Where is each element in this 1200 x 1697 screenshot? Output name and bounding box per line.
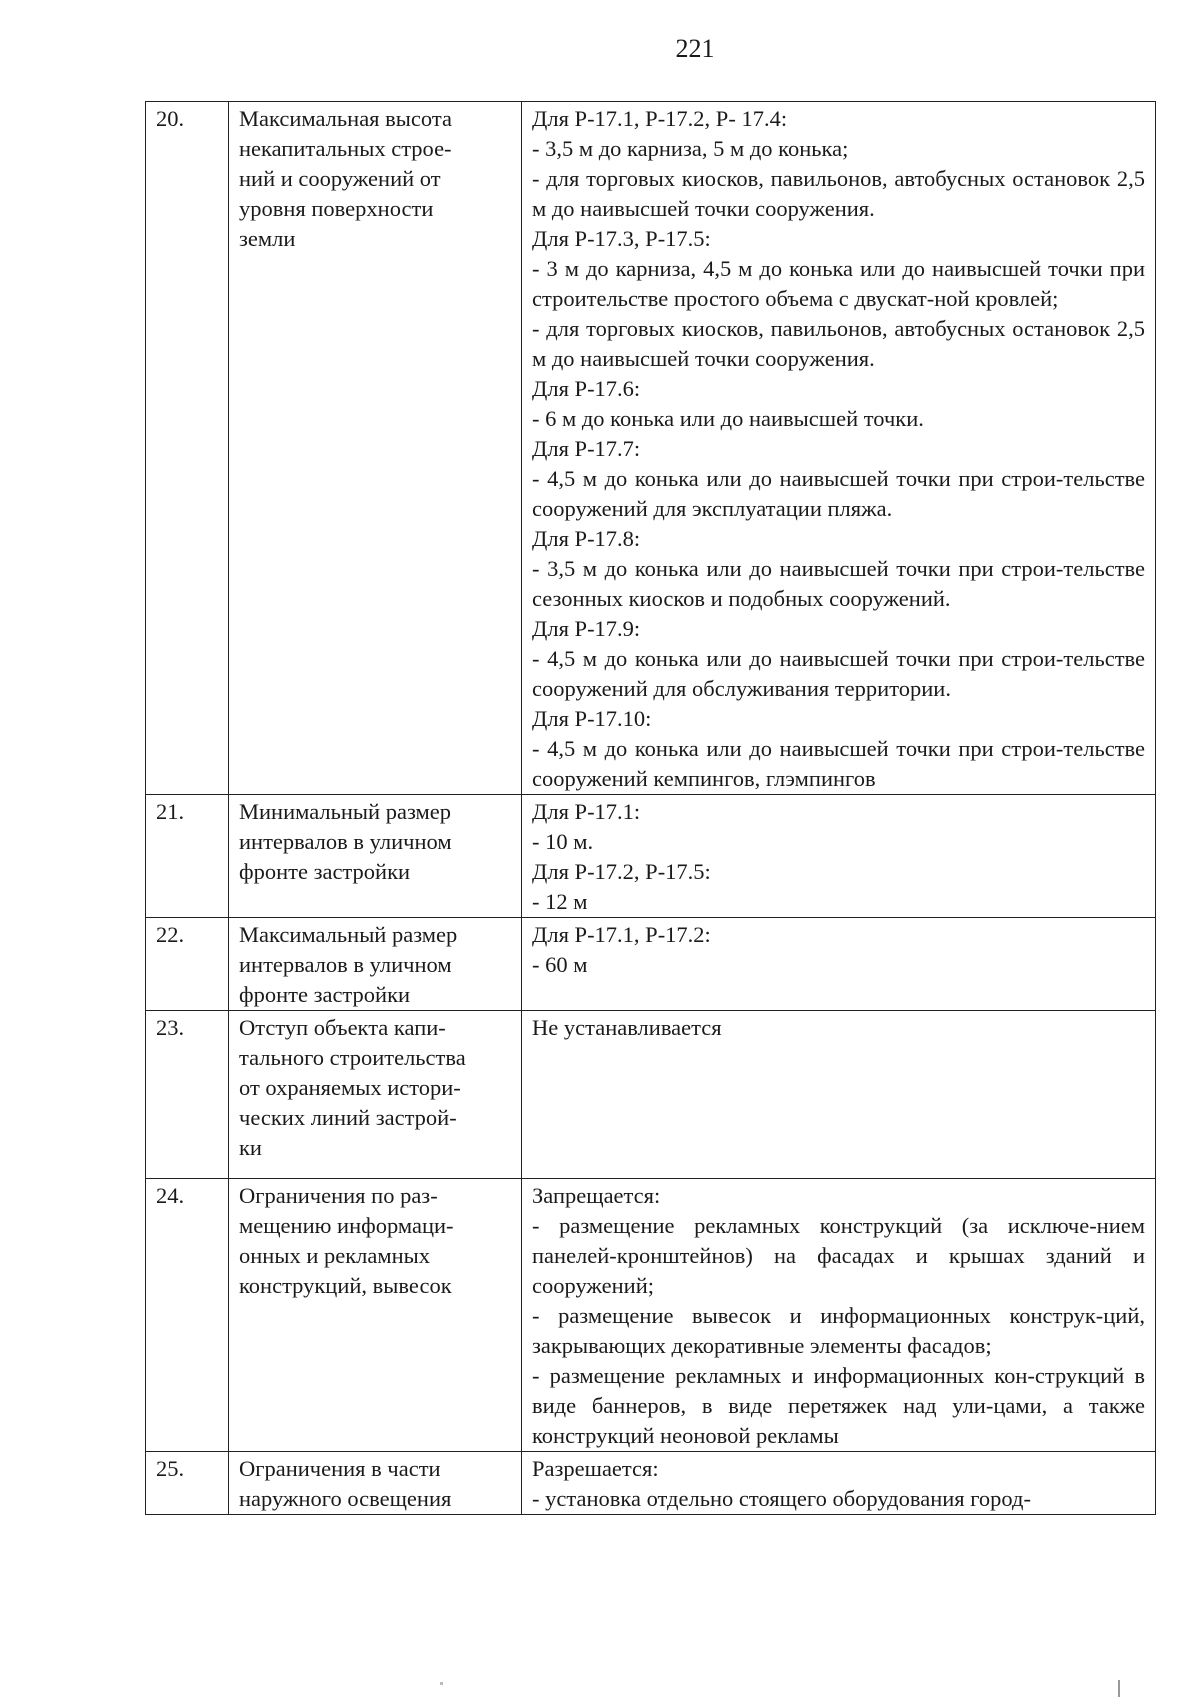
parameter-value-line: - 60 м [532,952,588,977]
parameter-value-line: - 12 м [532,889,588,914]
parameter-name-line: ний и сооружений от [239,166,441,191]
parameter-name-line: наружного освещения [239,1486,452,1511]
table-row [146,1452,1156,1515]
parameter-name-line: от охраняемых истори- [239,1075,461,1100]
parameter-name-line: интервалов в уличном [239,829,452,854]
table-row [146,102,1156,795]
parameter-value-line: Для Р-17.1: [532,799,641,824]
parameter-value [522,795,1156,918]
table-row [146,795,1156,918]
parameter-value [522,102,1156,795]
table-row [146,1011,1156,1179]
parameter-name-line: ческих линий застрой- [239,1105,457,1130]
parameter-value-line: - установка отдельно стоящего оборудования город- [532,1486,1031,1511]
parameter-name-line: земли [239,226,296,251]
row-number: 22. [146,918,229,1011]
parameter-value-line: Для Р-17.9: [532,616,641,641]
scan-speck [440,1682,443,1685]
parameter-value-line: Для Р-17.8: [532,526,641,551]
parameter-name-line: уровня поверхности [239,196,434,221]
parameter-value-line: - 4,5 м до конька или до наивысшей точки при строи-тельстве сооружений для обслуживания территории. [532,646,1145,701]
parameter-name-line: фронте застройки [239,859,411,884]
parameter-name-line: Ограничения по раз- [239,1183,438,1208]
parameter-value-line: - для торговых киосков, павильонов, автобусных остановок 2,5 м до наивысшей точки сооружения. [532,166,1145,221]
parameter-value-line: Разрешается: [532,1456,659,1481]
parameter-name [229,102,522,795]
parameter-name-line: Минимальный размер [239,799,451,824]
parameter-name-line: фронте застройки [239,982,411,1007]
parameter-name [229,918,522,1011]
table-row [146,1179,1156,1452]
parameter-value [522,1179,1156,1452]
parameter-value-line: Запрещается: [532,1183,661,1208]
parameter-name [229,1452,522,1515]
regulations-table [145,101,1156,1515]
row-number: 23. [146,1011,229,1179]
parameter-value-line: Для Р-17.10: [532,706,652,731]
table-row [146,918,1156,1011]
row-number: 24. [146,1179,229,1452]
parameter-value-line: - 3 м до карниза, 4,5 м до конька или до наивысшей точки при строительстве простого объема с двускат-ной кровлей; [532,256,1145,311]
parameter-name-line: Максимальная высота [239,106,452,131]
parameter-value-line: - 6 м до конька или до наивысшей точки. [532,406,924,431]
parameter-value-line: - размещение рекламных конструкций (за исключе-нием панелей-кронштейнов) на фасадах и крышах зданий и сооружений; [532,1213,1145,1298]
parameter-value-line: - 3,5 м до конька или до наивысшей точки при строи-тельстве сезонных киосков и подобных сооружений. [532,556,1145,611]
parameter-value-line: Для Р-17.3, Р-17.5: [532,226,711,251]
parameter-name-line: Ограничения в части [239,1456,441,1481]
scan-edge-mark [1118,1680,1120,1697]
page-number-text: 221 [675,34,715,63]
parameter-value-line: Для Р-17.1, Р-17.2, Р- 17.4: [532,106,788,131]
parameter-value-line: - размещение вывесок и информационных конструк-ций, закрывающих декоративные элементы фасадов; [532,1303,1145,1358]
parameter-value-line: Для Р-17.2, Р-17.5: [532,859,711,884]
parameter-value-line: - 3,5 м до карниза, 5 м до конька; [532,136,849,161]
page-number [0,34,1200,64]
parameter-name-line: некапитальных строе- [239,136,452,161]
parameter-value-line: - 4,5 м до конька или до наивысшей точки при строи-тельстве сооружений для эксплуатации пляжа. [532,466,1145,521]
row-number: 20. [146,102,229,795]
parameter-name-line: мещению информаци- [239,1213,454,1238]
parameter-value-line: - размещение рекламных и информационных кон-струкций в виде баннеров, в виде перетяжек над ули-цами, а также конструкций неоновой рекламы [532,1363,1145,1448]
table-body [146,102,1156,1515]
parameter-value-line: - 10 м. [532,829,594,854]
parameter-name [229,1179,522,1452]
parameter-value-line: - для торговых киосков, павильонов, автобусных остановок 2,5 м до наивысшей точки сооружения. [532,316,1145,371]
parameter-name-line: онных и рекламных [239,1243,431,1268]
parameter-name-line: Отступ объекта капи- [239,1015,446,1040]
parameter-value-line: Для Р-17.6: [532,376,641,401]
parameter-value-line: - 4,5 м до конька или до наивысшей точки при строи-тельстве сооружений кемпингов, глэмпингов [532,736,1145,791]
parameter-name-line: Максимальный размер [239,922,458,947]
parameter-name [229,1011,522,1179]
row-number: 25. [146,1452,229,1515]
parameter-value [522,918,1156,1011]
row-number: 21. [146,795,229,918]
parameter-name-line: конструкций, вывесок [239,1273,452,1298]
parameter-name-line: интервалов в уличном [239,952,452,977]
parameter-value [522,1011,1156,1179]
parameter-value [522,1452,1156,1515]
parameter-value-line: Для Р-17.7: [532,436,641,461]
parameter-name-line: ки [239,1135,262,1160]
parameter-value-line: Для Р-17.1, Р-17.2: [532,922,711,947]
parameter-name-line: тального строительства [239,1045,466,1070]
parameter-value-line: Не устанавливается [532,1015,722,1040]
parameter-name [229,795,522,918]
